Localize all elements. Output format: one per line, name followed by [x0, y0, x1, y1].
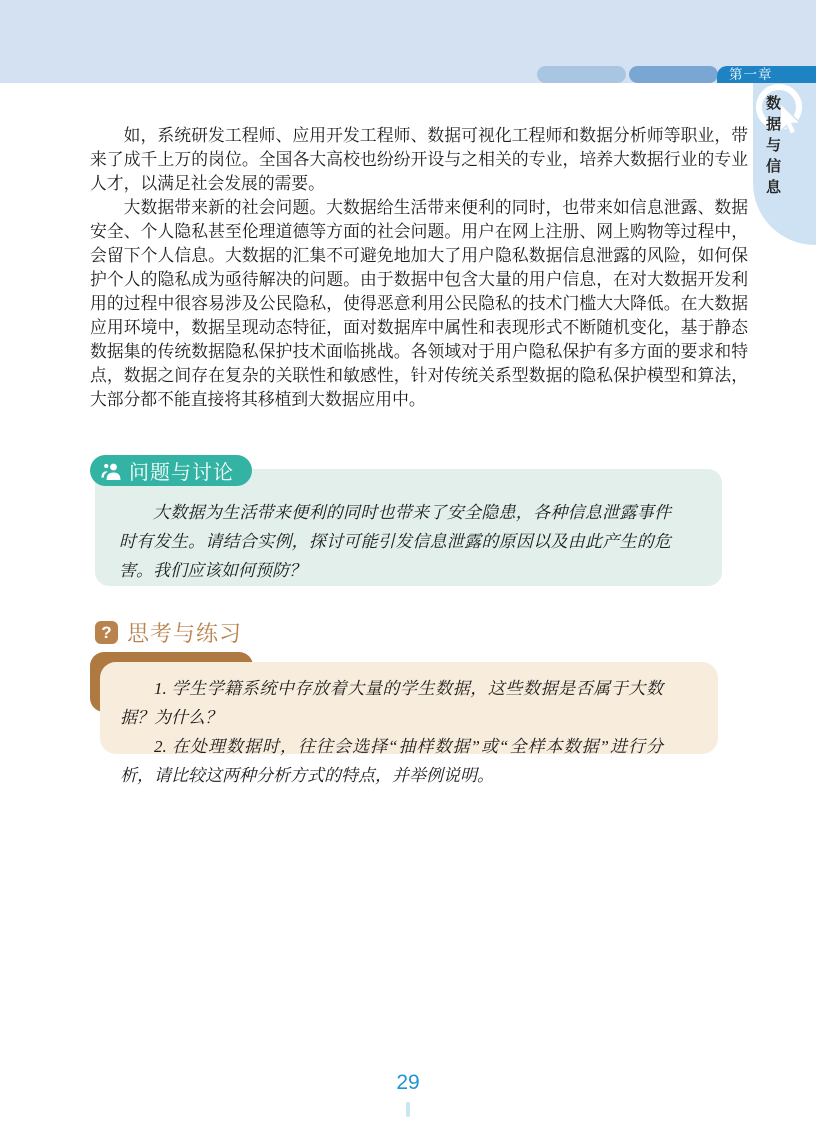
- exercise-header: [95, 617, 242, 648]
- chapter-label: 第一章: [729, 67, 773, 82]
- people-icon: [100, 461, 122, 481]
- discussion-title: 问题与讨论: [129, 462, 234, 484]
- exercise-item: 1. 学生学籍系统中存放着大量的学生数据，这些数据是否属于大数据？为什么？: [120, 679, 663, 727]
- page-number-tick: [406, 1102, 410, 1117]
- paragraph-jobs: 如，系统研发工程师、应用开发工程师、数据可视化工程师和数据分析师等职业，带来了成千上万的岗位。全国各大高校也纷纷开设与之相关的专业，培养大数据行业的专业人才，以满足社会发展的需要。: [90, 126, 748, 193]
- paragraph-social-issues: 大数据带来新的社会问题。大数据给生活带来便利的同时，也带来如信息泄露、数据安全、个人隐私甚至伦理道德等方面的社会问题。用户在网上注册、网上购物等过程中，会留下个人信息。大数据的汇集不可避免地加大了用户隐私数据信息泄露的风险，如何保护个人的隐私成为亟待解决的问题。由于数据中包含大量的用户信息，在对大数据开发利用的过程中很容易涉及公民隐私，使得恶意利用公民隐私的技术门槛大大降低。在大数据应用环境中，数据呈现动态特征，面对数据库中属性和表现形式不断随机变化，基于静态数据集的传统数据隐私保护技术面临挑战。各领域对于用户隐私保护有多方面的要求和特点，数据之间存在复杂的关联性和敏感性，针对传统关系型数据的隐私保护模型和算法，大部分都不能直接将其移植到大数据应用中。: [90, 198, 748, 409]
- discussion-text: 大数据为生活带来便利的同时也带来了安全隐患，各种信息泄露事件时有发生。请结合实例，探讨可能引发信息泄露的原因以及由此产生的危害。我们应该如何预防？: [119, 503, 671, 580]
- exercise-box: [100, 662, 718, 785]
- exercise-item: 2. 在处理数据时，往往会选择“抽样数据”或“全样本数据”进行分析，请比较这两种分析方式的特点，并举例说明。: [120, 737, 663, 785]
- page-number: 29: [396, 1071, 420, 1094]
- discussion-badge: [90, 455, 252, 486]
- book-title-vertical: 数据与信息: [764, 95, 781, 200]
- exercise-title: 思考与练习: [127, 621, 243, 646]
- sidebar-book-title: [753, 83, 816, 245]
- question-mark-icon: ?: [95, 621, 118, 644]
- body-text: [90, 124, 748, 412]
- chapter-tab-1[interactable]: [537, 66, 626, 83]
- chapter-tab-2[interactable]: [629, 66, 718, 83]
